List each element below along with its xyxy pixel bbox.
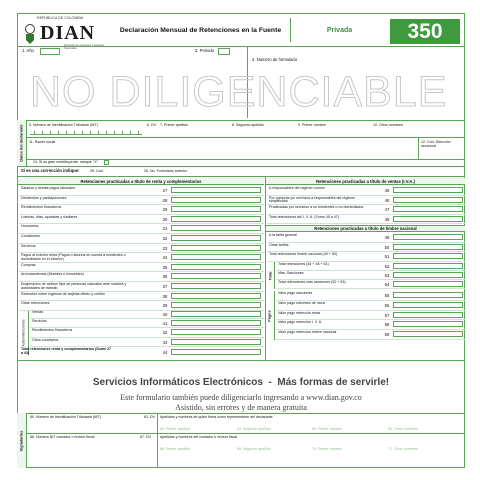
pago-num: 58: [384, 322, 390, 328]
cod-label: 25. Cód.: [90, 169, 104, 173]
renta-row: [19, 244, 264, 254]
renta-label: Retención sobre ingresos de tarjetas débito y crédito: [21, 291, 105, 296]
renta-num: 28: [162, 197, 168, 203]
sig2-other-names: 71. Otros nombres: [388, 447, 418, 451]
iva-row: [267, 215, 465, 225]
divider: [27, 137, 465, 138]
form-number: 350: [407, 19, 443, 43]
divider: [290, 18, 291, 42]
renta-label: Salarios y demás pagos laborales: [21, 186, 75, 190]
promo-headline: Servicios Informáticos Electrónicos - Más formas de servirle!: [92, 377, 390, 388]
renta-num: 34: [162, 255, 168, 261]
privacy-label: Privada: [326, 26, 353, 34]
sig2-first-surname: 68. Primer apellido: [160, 447, 190, 451]
pago-label: Valor pago sanciones: [278, 291, 313, 295]
period-label: 3. Periodo: [195, 48, 215, 53]
nit-label: 5. Número de Identificación Tributaria (NIT): [29, 123, 98, 127]
renta-label: Arrendamientos (Muebles e inmuebles): [21, 272, 84, 277]
renta-value-field[interactable]: [171, 235, 261, 241]
divider: [157, 413, 158, 468]
prev-form-label: 26. No. Formulario anterior: [144, 169, 187, 173]
timbre-section-title: Retenciones practicadas a título de timbre nacional: [314, 226, 417, 231]
renta-value-field[interactable]: [171, 206, 261, 212]
timbre-value-field[interactable]: [393, 244, 463, 250]
renta-row: [19, 272, 264, 282]
renta-row: [19, 205, 264, 215]
sig1-nit-label: 60. Número de Identificación Tributaria (NIT): [30, 415, 101, 419]
declarant-side-text: Datos del declarante: [19, 124, 24, 162]
pago-label: Valor pago retención I. V. A.: [278, 320, 323, 325]
renta-label: Pagos al exterior renta (Pagos o abonos en cuenta a residentes o domiciliados en el exterior): [21, 253, 126, 261]
iva-num: 45: [384, 188, 390, 193]
renta-row: [19, 292, 264, 302]
pago-row: [276, 320, 465, 330]
renta-num: 32: [162, 236, 168, 241]
form-number-label: 4. Número de formulario: [252, 57, 298, 62]
first-name-label: 9. Primer nombre: [298, 123, 326, 127]
iva-num: 47: [384, 207, 390, 212]
timbre-row: [267, 252, 465, 262]
coat-of-arms-icon: [24, 23, 36, 45]
total-value-field[interactable]: [393, 281, 463, 287]
autorretencion-row: [30, 310, 264, 319]
sig1-second-surname: 63. Segundo apellido: [237, 427, 271, 431]
renta-num: 38: [162, 293, 168, 299]
total-side-label: [266, 262, 275, 289]
renta-value-field[interactable]: [171, 254, 261, 260]
gran-contribuyente-checkbox[interactable]: [104, 160, 109, 165]
timbre-num: 51: [384, 254, 390, 259]
timbre-row: [267, 243, 465, 253]
renta-row: [19, 196, 264, 206]
sig1-first-name: 64. Primer nombre: [312, 427, 342, 431]
iva-num: 46: [384, 197, 390, 203]
divider: [17, 120, 465, 121]
renta-num: 29: [162, 207, 168, 213]
timbre-num: 49: [384, 235, 390, 240]
iva-label: Total retenciones del I. V. A. (Sume 45 a 47): [269, 214, 339, 219]
privacy-box: [292, 18, 387, 42]
renta-section-header: [18, 178, 264, 185]
country-label: REPÚBLICA DE COLOMBIA: [37, 16, 84, 20]
timbre-label: Otras tarifas: [269, 242, 289, 247]
sig2-second-surname: 69. Segundo apellido: [237, 447, 271, 451]
autorretencion-row: [30, 319, 264, 328]
total-row: [276, 262, 465, 271]
timbre-value-field[interactable]: [393, 253, 463, 259]
iva-row: [267, 196, 465, 206]
renta-value-field[interactable]: [171, 187, 261, 193]
year-input[interactable]: [40, 48, 60, 55]
renta-num: 31: [162, 226, 168, 232]
signatarios-text: Signatarios: [19, 430, 24, 451]
renta-num: 27: [162, 188, 168, 193]
pago-label: Valor pago intereses de mora: [278, 300, 325, 305]
autorretencion-row: [30, 338, 264, 347]
total-row: [276, 271, 465, 280]
iva-label: A responsables del régimen común: [269, 186, 326, 190]
renta-num: 30: [162, 216, 168, 222]
renta-total-value-field[interactable]: [171, 349, 261, 355]
promo-line-1: Este formulario también puede diligenciarlo ingresando a www.dian.gov.co: [120, 393, 362, 402]
autorretencion-value-field[interactable]: [171, 320, 261, 326]
pago-value-field[interactable]: [393, 292, 463, 298]
autorretencion-num: 43: [162, 339, 168, 345]
renta-num: 37: [162, 284, 168, 289]
total-num: 53: [384, 273, 390, 278]
renta-value-field[interactable]: [171, 225, 261, 231]
iva-label: Por compras y/o servicios a responsables del régimen simplificado: [269, 195, 356, 204]
timbre-value-field[interactable]: [393, 234, 463, 240]
signatarios-side-label: [17, 413, 27, 468]
divider: [17, 413, 465, 414]
pago-row: [276, 311, 465, 321]
renta-total-row: [19, 347, 264, 358]
pago-row: [276, 301, 465, 311]
renta-row: [19, 215, 264, 225]
autorretencion-row: [30, 328, 264, 337]
first-surname-label: 7. Primer apellido: [160, 123, 188, 127]
divider: [17, 166, 465, 167]
iva-num: 48: [384, 216, 390, 222]
iva-section-header: [266, 178, 465, 185]
total-label: Total retenciones (44 + 48 + 51): [278, 262, 329, 266]
sig1-dv-label: 61. DV: [144, 415, 155, 419]
pago-value-field[interactable]: [393, 321, 463, 327]
timbre-label: Total retenciones timbre nacional (49 + 50): [269, 252, 338, 256]
pago-num: 59: [384, 332, 390, 338]
sig1-name-label: Apellidos y nombres de quien firma como representante del declarante: [160, 415, 273, 419]
title-box: [113, 18, 288, 42]
renta-label: Dividendos y participaciones: [21, 195, 67, 200]
pago-value-field[interactable]: [393, 331, 463, 337]
pagos-side-label: [266, 291, 275, 340]
form-title: Declaración Mensual de Retenciones en la Fuente: [119, 26, 282, 34]
divider: [17, 176, 465, 177]
pago-label: Valor pago retención timbre nacional: [278, 330, 337, 335]
renta-num: 33: [162, 245, 168, 251]
pago-value-field[interactable]: [393, 312, 463, 318]
total-label: Más: Sanciones: [278, 271, 304, 275]
watermark-text: NO DILIGENCIABLE: [30, 68, 448, 116]
other-names-label: 10. Otros nombres: [373, 123, 403, 127]
form-number-badge: [390, 19, 460, 44]
timbre-num: 50: [384, 244, 390, 250]
pago-num: 55: [384, 293, 390, 298]
renta-value-field[interactable]: [171, 197, 261, 203]
total-num: 52: [384, 264, 390, 269]
renta-num: 39: [162, 303, 168, 309]
pagos-side-text: Pagos: [268, 309, 272, 322]
logo-text: DIAN: [40, 22, 96, 44]
correction-label: Si es una corrección indique:: [21, 168, 80, 173]
renta-row: [19, 263, 264, 273]
autorretencion-label: Rendimientos financieros: [32, 328, 73, 333]
total-value-field[interactable]: [393, 263, 463, 269]
timbre-label: A la tarifa general: [269, 233, 297, 237]
renta-total-num: 44: [162, 350, 168, 355]
autorretencion-num: 41: [162, 321, 168, 327]
gran-contribuyente-label: 24. Si es gran contribuyente, marque "X": [33, 160, 98, 164]
period-input[interactable]: [218, 48, 230, 55]
pago-num: 57: [384, 312, 390, 318]
renta-row: [19, 186, 264, 196]
renta-total-label: Total retenciones renta y complementarios (Sume 27 a 43): [21, 347, 112, 355]
pago-row: [276, 291, 465, 301]
autorretencion-value-field[interactable]: [171, 339, 261, 345]
header-divider: [17, 46, 465, 47]
renta-row: [19, 224, 264, 234]
renta-value-field[interactable]: [171, 283, 261, 289]
total-label: Total retenciones más sanciones (52 + 53): [278, 280, 346, 284]
divider: [418, 137, 419, 159]
iva-row: [267, 205, 465, 215]
renta-value-field[interactable]: [171, 273, 261, 279]
dian-logo: [24, 16, 110, 48]
sig2-dv-label: 67. DV: [140, 435, 151, 439]
renta-label: Rendimientos financieros: [21, 205, 62, 210]
autorretencion-num: 40: [162, 312, 168, 317]
logo-subtitle: Nacionales: [64, 46, 77, 50]
renta-label: Loterías, rifas, apuestas y similares: [21, 214, 78, 219]
autorretencion-value-field[interactable]: [171, 311, 261, 317]
total-row: [276, 280, 465, 289]
renta-section-title: Retenciones practicadas a título de renta y complementarios: [80, 178, 202, 184]
renta-label: Comisiones: [21, 234, 40, 238]
pago-label: Valor pago retención renta: [278, 310, 321, 315]
iva-section-title: Retenciones practicadas a título de ventas (I.V.A.): [316, 178, 415, 184]
renta-label: Honorarios: [21, 224, 39, 229]
renta-value-field[interactable]: [171, 293, 261, 299]
iva-value-field[interactable]: [393, 216, 463, 222]
renta-label: Compras: [21, 262, 36, 267]
renta-row: [19, 234, 264, 244]
renta-label: Enajenación de activos fijos de personas naturales ante notarios y autoridades de tránsito: [21, 282, 127, 290]
sig1-other-names: 65. Otros nombres: [388, 427, 418, 431]
promo-block: [17, 361, 465, 411]
renta-num: 36: [162, 274, 168, 280]
razon-social-label: 11. Razón social: [29, 140, 56, 144]
total-num: 54: [384, 282, 390, 287]
renta-value-field[interactable]: [171, 245, 261, 251]
autorretencion-label: Otros conceptos: [32, 337, 59, 342]
sig2-first-name: 70. Primer nombre: [312, 447, 342, 451]
sig2-name-label: Apellidos y nombres del contador o revisor fiscal: [160, 435, 238, 439]
sig2-nit-label: 66. Número NIT contador o revisor fiscal: [30, 435, 95, 439]
timbre-section-header: [266, 225, 465, 232]
autorretencion-value-field[interactable]: [171, 329, 261, 335]
pago-row: [276, 330, 465, 340]
renta-label: Otras retenciones: [21, 301, 50, 306]
renta-num: 35: [162, 264, 168, 270]
dv-label: 6. DV: [147, 123, 156, 127]
renta-row: [19, 253, 264, 263]
autorretencion-label: Ventas: [32, 310, 43, 314]
declarant-side-label: [17, 120, 27, 166]
autorretenciones-text: Autorretenciones: [22, 319, 27, 347]
cod-dir-label: 12. Cód. Dirección seccional: [421, 140, 451, 148]
pago-value-field[interactable]: [393, 302, 463, 308]
iva-value-field[interactable]: [393, 206, 463, 212]
nit-ticks: [30, 130, 142, 135]
divider: [27, 433, 465, 434]
iva-value-field[interactable]: [393, 197, 463, 203]
promo-line-2: Asistido, sin errores y de manera gratuita: [175, 403, 307, 412]
renta-row: [19, 282, 264, 292]
total-value-field[interactable]: [393, 272, 463, 278]
autorretencion-num: 42: [162, 330, 168, 336]
sig1-first-surname: 62. Primer apellido: [160, 427, 190, 431]
iva-label: Practicadas por servicios a no residentes o no domiciliados: [269, 205, 364, 209]
renta-value-field[interactable]: [171, 216, 261, 222]
second-surname-label: 8. Segundo apellido: [232, 123, 264, 127]
iva-value-field[interactable]: [393, 187, 463, 193]
year-label: 1. Año: [22, 48, 34, 53]
renta-value-field[interactable]: [171, 264, 261, 270]
timbre-row: [267, 233, 465, 243]
iva-row: [267, 186, 465, 196]
autorretencion-label: Servicios: [32, 319, 47, 324]
renta-label: Servicios: [21, 243, 36, 248]
pago-num: 56: [384, 302, 390, 308]
total-side-text: Total: [268, 271, 273, 280]
renta-value-field[interactable]: [171, 302, 261, 308]
